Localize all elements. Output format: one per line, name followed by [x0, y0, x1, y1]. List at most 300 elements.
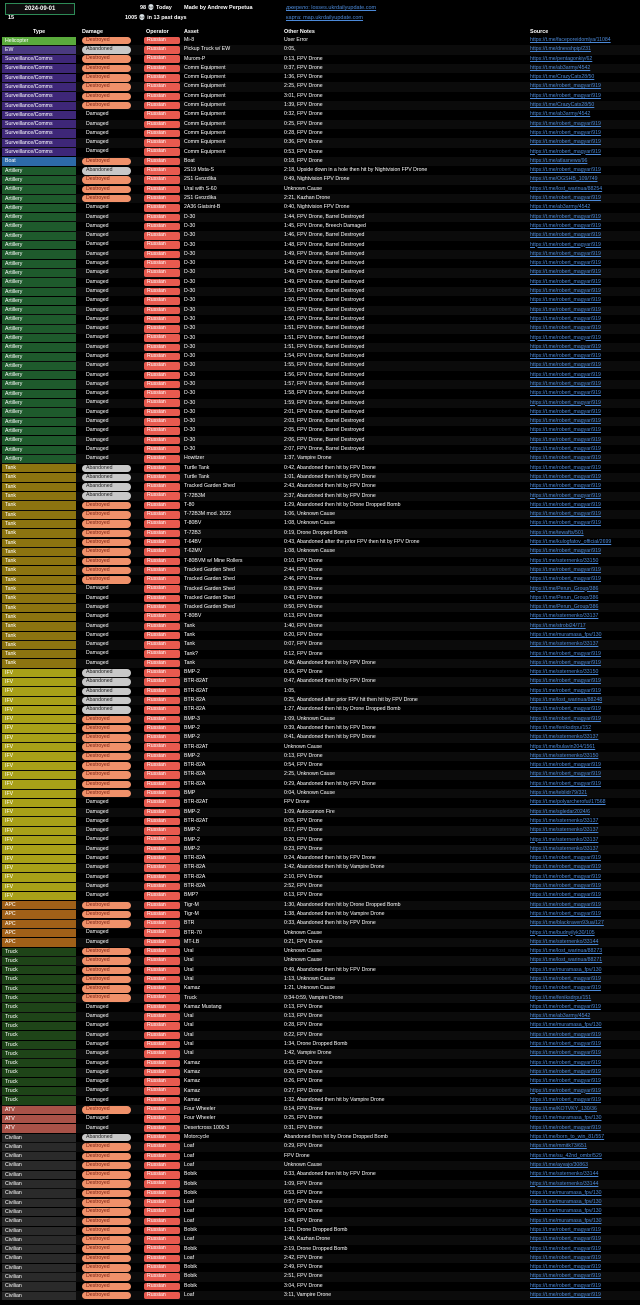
source-link[interactable]: https://t.me/ssternenko/33150	[530, 669, 599, 676]
source-link[interactable]: https://t.me/robert_magyar/919	[530, 1292, 601, 1299]
operator-cell: Russian	[144, 539, 180, 547]
type-cell: Surveillance/Comms	[2, 102, 76, 110]
source-link[interactable]: https://t.me/dnevshpip/231	[530, 46, 591, 53]
table-row	[0, 501, 640, 510]
source-link[interactable]: https://t.me/muramasa_fpv/130	[530, 1199, 602, 1206]
source-link[interactable]: https://t.me/robert_magyar/919	[530, 473, 601, 480]
damage-cell: Damaged	[86, 334, 109, 341]
asset-cell: T-72B3M	[184, 492, 206, 499]
source-link[interactable]: https://t.me/robert_magyar/919	[530, 418, 601, 425]
operator-cell: Russian	[144, 827, 180, 835]
source-link[interactable]: https://t.me/robert_magyar/919	[530, 1003, 601, 1010]
source-link[interactable]: https://t.me/robert_magyar/919	[530, 306, 601, 313]
type-cell: ATV	[2, 1115, 76, 1123]
table-row	[0, 1124, 640, 1133]
source-link[interactable]: https://t.me/robert_magyar/919	[530, 1078, 601, 1085]
source-link[interactable]: https://t.me/robert_magyar/919	[530, 325, 601, 332]
source-link[interactable]: https://t.me/robert_magyar/919	[530, 901, 601, 908]
source-link[interactable]: https://t.me/robert_magyar/919	[530, 1254, 601, 1261]
asset-cell: BMP-2	[184, 827, 200, 834]
source-link[interactable]: https://t.me/robert_magyar/919	[530, 1273, 601, 1280]
notes-cell: 2:06, FPV Drone, Barrel Destroyed	[284, 436, 365, 443]
source-link[interactable]: https://t.me/robert_magyar/919	[530, 362, 601, 369]
type-cell: APC	[2, 920, 76, 928]
notes-cell: 0:28, FPV Drone	[284, 1022, 323, 1029]
source-link[interactable]: https://t.me/robert_magyar/919	[530, 1096, 601, 1103]
damage-cell: Destroyed	[82, 790, 131, 798]
notes-cell: 1:40, Kazhan Drone	[284, 1236, 331, 1243]
source-link[interactable]: https://t.me/robert_magyar/919	[530, 762, 601, 769]
table-row	[0, 371, 640, 380]
damage-cell: Damaged	[86, 352, 109, 359]
asset-cell: Comm Equipment	[184, 83, 226, 90]
source-link[interactable]: https://t.me/robert_magyar/919	[530, 92, 601, 99]
type-cell: Surveillance/Comms	[2, 74, 76, 82]
type-cell: IFV	[2, 752, 76, 760]
asset-cell: D-30	[184, 380, 196, 387]
source-link[interactable]: https://t.me/robert_magyar/919	[530, 269, 601, 276]
damage-cell: Destroyed	[82, 102, 131, 110]
asset-cell: Ural	[184, 1013, 194, 1020]
source-link[interactable]: https://t.me/KOTVKY_130/36	[530, 1106, 597, 1113]
table-row	[0, 36, 640, 45]
source-link[interactable]: https://t.me/robert_magyar/919	[530, 520, 601, 527]
notes-cell: 0:42, Abandoned then hit by FPV Drone	[284, 464, 376, 471]
asset-cell: 2S1 Gvozdika	[184, 176, 217, 183]
asset-cell: D-30	[184, 241, 196, 248]
source-link[interactable]: https://t.me/robert_magyar/919	[530, 659, 601, 666]
asset-cell: Truck	[184, 994, 197, 1001]
source-link[interactable]: https://t.me/ssternenko/33137	[530, 641, 599, 648]
type-cell: Artillery	[2, 260, 76, 268]
damage-cell: Destroyed	[82, 65, 131, 73]
notes-cell: 1:08, Unknown Cause	[284, 548, 336, 555]
notes-cell: 2:07, FPV Drone, Barrel Destroyed	[284, 446, 365, 453]
damage-cell: Abandoned	[82, 167, 131, 175]
asset-cell: Bobik	[184, 1189, 197, 1196]
type-cell: IFV	[2, 678, 76, 686]
source-link[interactable]: https://t.me/robert_magyar/919	[530, 148, 601, 155]
table-row	[0, 1012, 640, 1021]
damage-cell: Damaged	[86, 613, 109, 620]
damage-cell: Abandoned	[82, 1134, 131, 1142]
map-link[interactable]: карта: map.ukrdailyupdate.com	[286, 15, 364, 21]
table-row	[0, 538, 640, 547]
operator-cell: Russian	[144, 790, 180, 798]
source-link[interactable]: https://t.me/robert_magyar/919	[530, 195, 601, 202]
source-link[interactable]: https://t.me/teblidr79/321	[530, 790, 588, 797]
notes-cell: 1:50, FPV Drone, Barrel Destroyed	[284, 297, 365, 304]
source-link[interactable]: https://t.me/robert_magyar/919	[530, 1236, 601, 1243]
type-cell: IFV	[2, 724, 76, 732]
source-link[interactable]: https://t.me/robert_magyar/919	[530, 139, 601, 146]
table-row	[0, 882, 640, 891]
source-link[interactable]: https://t.me/robert_magyar/919	[530, 511, 601, 518]
type-cell: Tank	[2, 557, 76, 565]
operator-cell: Russian	[144, 232, 180, 240]
source-link[interactable]: https://t.me/lost_warinua/88254	[530, 185, 603, 192]
source-link[interactable]: https://t.me/feniksdrpu/151	[530, 994, 592, 1001]
source-link[interactable]: https://t.me/CrazyCats28/50	[530, 74, 595, 81]
table-row	[0, 1040, 640, 1049]
source-link[interactable]: https://t.me/Perun_Group/386	[530, 594, 599, 601]
source-link[interactable]: https://t.me/sgledar2024/6	[530, 808, 590, 815]
source-link[interactable]: https://t.me/tewafts/501	[530, 529, 584, 536]
operator-cell: Russian	[144, 158, 180, 166]
table-row	[0, 631, 640, 640]
source-link[interactable]: https://t.me/ayvajo/30863	[530, 1161, 588, 1168]
source-link[interactable]: https://t.me/robert_magyar/919	[530, 1264, 601, 1271]
source-link[interactable]: https://t.me/budnyilyk30/105	[530, 929, 595, 936]
table-row	[0, 1068, 640, 1077]
notes-cell: 0:17, FPV Drone	[284, 827, 323, 834]
damage-cell: Abandoned	[82, 492, 131, 500]
source-link[interactable]: https://t.me/robert_magyar/919	[530, 278, 601, 285]
source-link[interactable]: https://t.me/robert_magyar/919	[530, 650, 601, 657]
source-link[interactable]: https://t.me/muramasa_fpv/130	[530, 1208, 602, 1215]
source-link[interactable]: https://t.me/mmitk73/651	[530, 1143, 587, 1150]
source-link[interactable]: https://t.me/faceporeidomlya/11084	[530, 37, 611, 43]
type-cell: Artillery	[2, 232, 76, 240]
source-link[interactable]: https://t.me/ssternenko/33150	[530, 752, 599, 759]
damage-cell: Damaged	[86, 445, 109, 452]
table-row	[0, 519, 640, 528]
asset-cell: BMP-2	[184, 669, 200, 676]
source-link[interactable]: https://t.me/robert_magyar/919	[530, 1087, 601, 1094]
damage-cell: Damaged	[86, 604, 109, 610]
source-link[interactable]: джерело: losses.ukrdailyupdate.com	[286, 5, 377, 11]
operator-cell: Russian	[144, 418, 180, 426]
source-link[interactable]: https://t.me/robert_magyar/919	[530, 985, 601, 992]
source-link[interactable]: https://t.me/ssternenko/33144	[530, 1171, 599, 1178]
asset-cell: Comm Equipment	[184, 64, 226, 71]
asset-cell: Tracked Garden Shed	[184, 483, 235, 490]
asset-cell: BMP-2	[184, 836, 200, 843]
source-link[interactable]: https://t.me/robert_magyar/919	[530, 864, 601, 871]
asset-cell: BMP-2	[184, 752, 200, 759]
source-link[interactable]: https://t.me/ab3army/4542	[530, 64, 591, 71]
source-link[interactable]: https://t.me/ssternenko/33137	[530, 734, 599, 741]
source-link[interactable]: https://t.me/robert_magyar/919	[530, 222, 601, 229]
notes-cell: 2:21, Kazhan Drone	[284, 195, 331, 202]
source-link[interactable]: https://t.me/robert_magyar/919	[530, 455, 601, 462]
asset-cell: Ural	[184, 1022, 194, 1029]
source-link[interactable]: https://t.me/Perun_Group/386	[530, 585, 599, 592]
source-link[interactable]: https://t.me/robert_magyar/919	[530, 883, 601, 890]
source-link[interactable]: https://t.me/robert_magyar/919	[530, 390, 601, 397]
damage-cell: Destroyed	[82, 511, 131, 519]
source-link[interactable]: https://t.me/ssternenko/33144	[530, 1180, 599, 1187]
source-link[interactable]: https://t.me/robert_magyar/919	[530, 83, 601, 90]
table-row	[0, 306, 640, 315]
source-link[interactable]: https://t.me/robert_magyar/919	[530, 408, 601, 415]
table-row	[0, 705, 640, 714]
source-link[interactable]: https://t.me/robert_magyar/919	[530, 483, 601, 490]
asset-cell: Turtle Tank	[184, 464, 210, 471]
source-link[interactable]: https://t.me/ssternenko/33137	[530, 613, 599, 620]
source-link[interactable]: https://t.me/robert_magyar/919	[530, 343, 601, 350]
table-row	[0, 352, 640, 361]
source-link[interactable]: https://t.me/lost_warinua/88248	[530, 697, 603, 704]
source-link[interactable]: https://t.me/ssternenko/33137	[530, 845, 599, 852]
damage-cell: Damaged	[86, 641, 109, 648]
source-link[interactable]: https://t.me/robert_magyar/919	[530, 910, 601, 917]
notes-cell: 2:19, Drone Dropped Bomb	[284, 1245, 348, 1252]
notes-cell: 1:51, FPV Drone, Barrel Destroyed	[284, 343, 365, 350]
damage-cell: Destroyed	[82, 948, 131, 956]
source-link[interactable]: https://t.me/robert_magyar/919	[530, 687, 601, 694]
operator-cell: Russian	[144, 613, 180, 621]
source-link[interactable]: https://t.me/ssternenko/33137	[530, 836, 599, 843]
operator-cell: Russian	[144, 929, 180, 937]
notes-cell: 1:48, FPV Drone	[284, 1217, 323, 1224]
source-link[interactable]: https://t.me/pentagonkiy/62	[530, 55, 593, 62]
type-cell: Tank	[2, 632, 76, 640]
type-cell: Tank	[2, 473, 76, 481]
source-link[interactable]: https://t.me/feniksdrpu/152	[530, 724, 592, 731]
source-link[interactable]: https://t.me/muramasa_fpv/130	[530, 632, 602, 638]
operator-cell: Russian	[144, 1218, 180, 1226]
source-link[interactable]: https://t.me/robert_magyar/919	[530, 501, 601, 508]
operator-cell: Russian	[144, 204, 180, 212]
source-link[interactable]: https://t.me/robert_magyar/919	[530, 1227, 601, 1233]
source-link[interactable]: https://t.me/polyarcherofui/17568	[530, 799, 606, 806]
source-link[interactable]: https://t.me/Perun_Group/386	[530, 604, 599, 611]
asset-cell: Boat	[184, 157, 195, 164]
source-link[interactable]: https://t.me/robert_magyar/919	[530, 492, 601, 499]
type-cell: Tank	[2, 501, 76, 509]
notes-cell: 1:09, FPV Drone	[284, 1208, 323, 1215]
notes-cell: 1:42, Vampire Drone	[284, 1050, 332, 1057]
table-row	[0, 45, 640, 54]
asset-cell: Howitzer	[184, 455, 205, 462]
damage-cell: Damaged	[86, 1087, 109, 1094]
source-link[interactable]: https://t.me/robert_magyar/919	[530, 873, 601, 880]
notes-cell: 2:51, FPV Drone	[284, 1273, 323, 1280]
source-link[interactable]: https://t.me/robert_magyar/919	[530, 771, 601, 778]
type-cell: Truck	[2, 1003, 76, 1011]
type-cell: Truck	[2, 1022, 76, 1030]
damage-cell: Damaged	[86, 380, 109, 387]
type-cell: Artillery	[2, 399, 76, 407]
source-link[interactable]: https://t.me/muramasa_fpv/130	[530, 1217, 602, 1224]
source-link[interactable]: https://t.me/robert_magyar/919	[530, 129, 601, 136]
table-row	[0, 278, 640, 287]
asset-cell: Comm Equipment	[184, 74, 226, 81]
table-row	[0, 454, 640, 463]
source-link[interactable]: https://t.me/lost_warinua/88273	[530, 948, 603, 955]
damage-cell: Damaged	[86, 120, 109, 127]
notes-cell: 1:05,	[284, 687, 296, 694]
notes-cell: 0:14, FPV Drone	[284, 1106, 323, 1113]
operator-cell: Russian	[144, 902, 180, 910]
notes-cell: FPV Drone	[284, 799, 310, 806]
source-link[interactable]: https://t.me/robert_magyar/919	[530, 436, 601, 443]
source-link[interactable]: https://t.me/robert_magyar/919	[530, 399, 601, 406]
table-row	[0, 1263, 640, 1272]
source-link[interactable]: https://t.me/robert_magyar/919	[530, 1282, 601, 1289]
notes-cell: 0:40, Nightvision FPV Drone	[284, 204, 350, 211]
damage-cell: Destroyed	[82, 1292, 131, 1300]
source-link[interactable]: https://t.me/su_42nd_ombr/529	[530, 1152, 602, 1159]
source-link[interactable]: https://t.me/robert_magyar/919	[530, 232, 601, 239]
type-cell: Tank	[2, 622, 76, 630]
notes-cell: 0:05,	[284, 46, 296, 53]
asset-cell: Kamaz Mustang	[184, 1003, 222, 1010]
table-row	[0, 1226, 640, 1235]
source-link[interactable]: https://t.me/robert_magyar/919	[530, 975, 601, 982]
source-link[interactable]: https://t.me/robert_magyar/919	[530, 427, 601, 434]
source-link[interactable]: https://t.me/robert_magyar/919	[530, 353, 601, 360]
type-cell: Artillery	[2, 195, 76, 203]
damage-cell: Destroyed	[82, 920, 131, 928]
source-link[interactable]: https://t.me/strobi24/717	[530, 622, 586, 629]
type-cell: Artillery	[2, 371, 76, 379]
source-link[interactable]: https://t.me/robert_magyar/919	[530, 855, 601, 862]
asset-cell: Comm Equipment	[184, 111, 226, 118]
source-link[interactable]: https://t.me/lost_warinua/88271	[530, 957, 603, 964]
source-link[interactable]: https://t.me/robert_magyar/919	[530, 576, 601, 583]
asset-cell: Ural	[184, 948, 194, 955]
asset-cell: BTR-82A	[184, 855, 206, 862]
source-link[interactable]: https://t.me/robert_magyar/919	[530, 250, 601, 257]
notes-cell: 0:53, FPV Drone	[284, 1189, 323, 1196]
notes-cell: 1:13, Unknown Cause	[284, 975, 336, 982]
notes-cell: 1:56, FPV Drone, Barrel Destroyed	[284, 371, 365, 378]
source-link[interactable]: https://t.me/atlasnews/96	[530, 157, 588, 164]
source-link[interactable]: https://t.me/robert_magyar/919	[530, 241, 601, 248]
source-link[interactable]: https://t.me/robert_magyar/919	[530, 260, 601, 267]
source-link[interactable]: https://t.me/robert_magyar/919	[530, 1031, 601, 1038]
source-link[interactable]: https://t.me/kulogfatov_official/2699	[530, 539, 612, 546]
table-row	[0, 194, 640, 203]
source-link[interactable]: https://t.me/bulavin204/1561	[530, 743, 596, 750]
loss-table	[0, 36, 640, 1300]
damage-cell: Damaged	[86, 799, 109, 806]
asset-cell: Ural with S-60	[184, 185, 217, 192]
asset-cell: BMP-2	[184, 724, 200, 731]
column-header-source: Source	[530, 29, 549, 35]
operator-cell: Russian	[144, 1087, 180, 1095]
source-link[interactable]: https://t.me/muramasa_fpv/130	[530, 1115, 602, 1122]
source-link[interactable]: https://t.me/ab3army/4542	[530, 1013, 591, 1020]
source-link[interactable]: https://t.me/OGSHB_109/749	[530, 176, 598, 183]
operator-cell: Russian	[144, 604, 180, 612]
source-link[interactable]: https://t.me/robert_magyar/919	[530, 1124, 601, 1131]
damage-cell: Damaged	[86, 1031, 109, 1038]
source-link[interactable]: https://t.me/muramasa_fpv/130	[530, 966, 602, 973]
source-link[interactable]: https://t.me/ssternenko/33150	[530, 557, 599, 564]
asset-cell: Motorcycle	[184, 1134, 210, 1141]
type-cell: IFV	[2, 706, 76, 714]
type-cell: Artillery	[2, 269, 76, 277]
damage-cell: Abandoned	[82, 483, 131, 491]
source-link[interactable]: https://t.me/robert_magyar/919	[530, 715, 601, 722]
notes-cell: 2:44, FPV Drone	[284, 566, 323, 573]
source-link[interactable]: https://t.me/robert_magyar/919	[530, 892, 601, 899]
damage-cell: Damaged	[86, 427, 109, 434]
source-link[interactable]: https://t.me/robert_magyar/919	[530, 334, 601, 341]
table-row	[0, 975, 640, 984]
source-link[interactable]: https://t.me/muramasa_fpv/130	[530, 1022, 602, 1029]
asset-cell: D-30	[184, 232, 196, 239]
type-cell: Artillery	[2, 353, 76, 361]
source-link[interactable]: https://t.me/robert_magyar/919	[530, 446, 601, 453]
asset-cell: BTR-82AT	[184, 678, 209, 685]
table-row	[0, 752, 640, 761]
source-link[interactable]: https://t.me/robert_magyar/919	[530, 706, 601, 713]
damage-cell: Abandoned	[82, 706, 131, 714]
notes-cell: 0:49, Abandoned then hit by FPV Drone	[284, 966, 376, 973]
type-cell: Surveillance/Comms	[2, 148, 76, 156]
source-link[interactable]: https://t.me/robert_magyar/919	[530, 120, 601, 127]
source-link[interactable]: https://t.me/robert_magyar/919	[530, 297, 601, 304]
source-link[interactable]: https://t.me/robert_magyar/919	[530, 464, 601, 471]
source-link[interactable]: https://t.me/robert_magyar/919	[530, 213, 601, 220]
source-link[interactable]: https://t.me/robert_magyar/919	[530, 1059, 601, 1066]
table-row	[0, 919, 640, 928]
operator-cell: Russian	[144, 1180, 180, 1188]
source-link[interactable]: https://t.me/CrazyCats28/50	[530, 102, 595, 109]
source-link[interactable]: https://t.me/robert_magyar/919	[530, 566, 601, 573]
source-link[interactable]: https://t.me/ssternenko/33137	[530, 827, 599, 834]
asset-cell: Bobik	[184, 1273, 197, 1280]
notes-cell: 0:41, Abandoned then hit by FPV Drone	[284, 734, 376, 741]
type-cell: Truck	[2, 1096, 76, 1104]
type-cell: Tank	[2, 641, 76, 649]
source-link[interactable]: https://t.me/robert_magyar/919	[530, 1050, 601, 1057]
type-cell: Truck	[2, 1078, 76, 1086]
type-cell: APC	[2, 901, 76, 909]
source-link[interactable]: https://t.me/ssternenko/33137	[530, 817, 599, 824]
source-link[interactable]: https://t.me/born_to_win_81/557	[530, 1134, 605, 1141]
type-cell: Artillery	[2, 325, 76, 333]
notes-cell: 2:01, FPV Drone, Barrel Destroyed	[284, 408, 365, 415]
type-cell: Artillery	[2, 408, 76, 416]
operator-cell: Russian	[144, 781, 180, 789]
source-link[interactable]: https://t.me/robert_magyar/919	[530, 315, 601, 322]
type-cell: Truck	[2, 948, 76, 956]
table-row	[0, 640, 640, 649]
source-link[interactable]: https://t.me/ssternenko/33144	[530, 938, 599, 945]
source-link[interactable]: https://t.me/ab3army/4542	[530, 111, 591, 118]
damage-cell: Damaged	[86, 594, 109, 601]
operator-cell: Russian	[144, 186, 180, 194]
damage-cell: Destroyed	[82, 1236, 131, 1244]
source-link[interactable]: https://t.me/robert_magyar/919	[530, 548, 601, 555]
source-link[interactable]: https://t.me/robert_magyar/919	[530, 1041, 601, 1048]
source-link[interactable]: https://t.me/robert_magyar/919	[530, 371, 601, 378]
source-link[interactable]: https://t.me/robert_magyar/919	[530, 380, 601, 387]
operator-cell: Russian	[144, 102, 180, 110]
source-link[interactable]: https://t.me/muramasa_fpv/130	[530, 1189, 602, 1196]
operator-cell: Russian	[144, 139, 180, 147]
source-link[interactable]: https://t.me/ab3army/4542	[530, 204, 591, 211]
notes-cell: 1:08, Unknown Cause	[284, 520, 336, 527]
source-link[interactable]: https://t.me/robert_magyar/919	[530, 780, 601, 787]
source-link[interactable]: https://t.me/robert_magyar/919	[530, 1245, 601, 1252]
source-link[interactable]: https://t.me/robert_magyar/919	[530, 678, 601, 685]
damage-cell: Destroyed	[82, 1227, 131, 1235]
table-row	[0, 724, 640, 733]
asset-cell: Loaf	[184, 1217, 195, 1224]
source-link[interactable]: https://t.me/robert_magyar/919	[530, 1068, 601, 1075]
source-link[interactable]: https://t.me/robert_magyar/919	[530, 288, 601, 295]
source-link[interactable]: https://t.me/blackraven93ua/127	[530, 920, 604, 927]
source-link[interactable]: https://t.me/robert_magyar/919	[530, 167, 601, 174]
asset-cell: Bobik	[184, 1282, 197, 1289]
column-headers	[0, 28, 640, 36]
